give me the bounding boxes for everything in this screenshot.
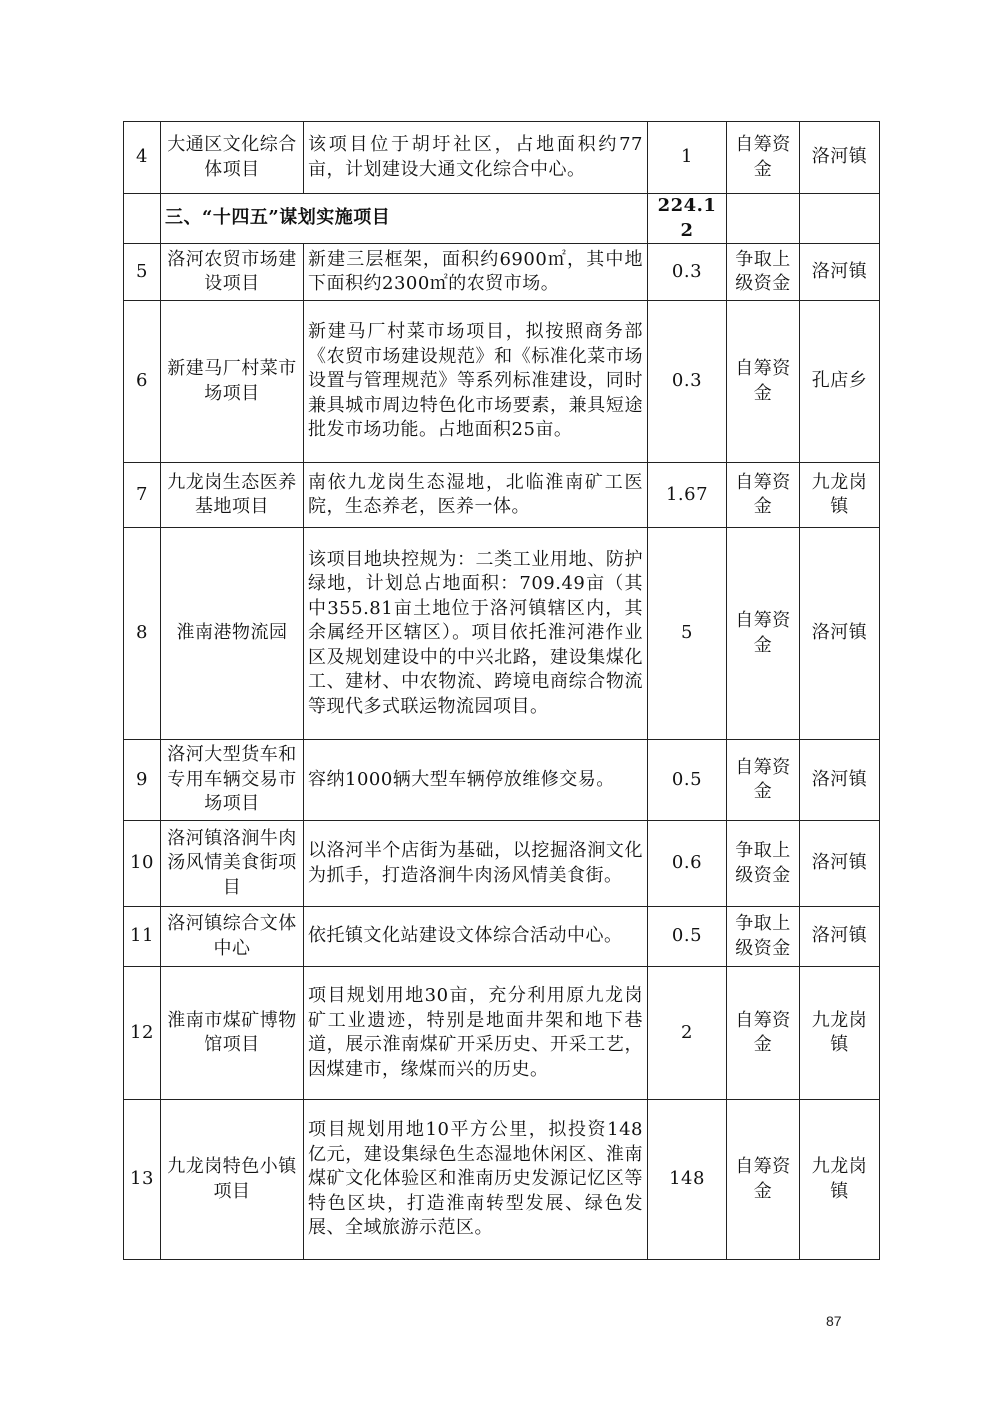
row-number: 8 (124, 528, 161, 740)
table-row (124, 528, 880, 740)
investment-amount: 1 (648, 122, 727, 194)
project-location: 洛河镇 (800, 740, 880, 821)
investment-amount: 5 (648, 528, 727, 740)
row-number: 10 (124, 821, 161, 907)
investment-amount: 0.3 (648, 301, 727, 463)
funding-source: 自筹资金 (727, 967, 800, 1100)
table-row (124, 907, 880, 967)
project-description: 新建三层框架，面积约6900㎡，其中地下面积约2300㎡的农贸市场。 (304, 244, 648, 301)
project-name: 九龙岗特色小镇项目 (161, 1100, 304, 1260)
project-description: 项目规划用地30亩，充分利用原九龙岗矿工业遗迹，特别是地面井架和地下巷道，展示淮南煤矿开采历史、开采工艺，因煤建市，缘煤而兴的历史。 (304, 967, 648, 1100)
row-number: 13 (124, 1100, 161, 1260)
project-table (123, 121, 880, 1260)
funding-source: 自筹资金 (727, 301, 800, 463)
section-row (124, 194, 880, 244)
project-location: 洛河镇 (800, 907, 880, 967)
funding-source: 自筹资金 (727, 740, 800, 821)
row-number: 7 (124, 463, 161, 528)
page-number: 87 (826, 1313, 842, 1329)
section-title: 三、“十四五”谋划实施项目 (161, 194, 648, 244)
project-location: 九龙岗镇 (800, 1100, 880, 1260)
row-number: 5 (124, 244, 161, 301)
project-location: 洛河镇 (800, 244, 880, 301)
project-location: 洛河镇 (800, 528, 880, 740)
funding-source: 自筹资金 (727, 463, 800, 528)
project-description: 南依九龙岗生态湿地，北临淮南矿工医院，生态养老，医养一体。 (304, 463, 648, 528)
funding-source: 自筹资金 (727, 528, 800, 740)
section-location-cell (800, 194, 880, 244)
row-number: 12 (124, 967, 161, 1100)
row-number: 6 (124, 301, 161, 463)
investment-amount: 0.6 (648, 821, 727, 907)
project-location: 九龙岗镇 (800, 463, 880, 528)
project-name: 洛河大型货车和专用车辆交易市场项目 (161, 740, 304, 821)
project-name: 淮南港物流园 (161, 528, 304, 740)
investment-amount: 2 (648, 967, 727, 1100)
investment-amount: 0.5 (648, 740, 727, 821)
project-name: 大通区文化综合体项目 (161, 122, 304, 194)
table-row (124, 244, 880, 301)
row-number: 4 (124, 122, 161, 194)
project-description: 容纳1000辆大型车辆停放维修交易。 (304, 740, 648, 821)
table-row (124, 821, 880, 907)
project-name: 新建马厂村菜市场项目 (161, 301, 304, 463)
funding-source: 争取上级资金 (727, 244, 800, 301)
project-name: 洛河镇洛涧牛肉汤风情美食街项目 (161, 821, 304, 907)
project-name: 淮南市煤矿博物馆项目 (161, 967, 304, 1100)
funding-source: 自筹资金 (727, 1100, 800, 1260)
section-total: 224.12 (648, 194, 727, 244)
funding-source: 争取上级资金 (727, 907, 800, 967)
table-row (124, 463, 880, 528)
funding-source: 自筹资金 (727, 122, 800, 194)
project-location: 洛河镇 (800, 821, 880, 907)
project-location: 九龙岗镇 (800, 967, 880, 1100)
table-row (124, 1100, 880, 1260)
project-description: 依托镇文化站建设文体综合活动中心。 (304, 907, 648, 967)
section-funding-cell (727, 194, 800, 244)
section-number-cell (124, 194, 161, 244)
investment-amount: 1.67 (648, 463, 727, 528)
funding-source: 争取上级资金 (727, 821, 800, 907)
project-location: 孔店乡 (800, 301, 880, 463)
project-name: 洛河农贸市场建设项目 (161, 244, 304, 301)
project-name: 九龙岗生态医养基地项目 (161, 463, 304, 528)
investment-amount: 0.3 (648, 244, 727, 301)
row-number: 11 (124, 907, 161, 967)
table-row (124, 740, 880, 821)
investment-amount: 148 (648, 1100, 727, 1260)
investment-amount: 0.5 (648, 907, 727, 967)
project-description: 以洛河半个店街为基础，以挖掘洛涧文化为抓手，打造洛涧牛肉汤风情美食街。 (304, 821, 648, 907)
project-location: 洛河镇 (800, 122, 880, 194)
project-description: 该项目地块控规为：二类工业用地、防护绿地，计划总占地面积：709.49亩（其中355.81亩土地位于洛河镇辖区内，其余属经开区辖区）。项目依托淮河港作业区及规划建设中的中兴北路，建设集煤化工、建材、中农物流、跨境电商综合物流等现代多式联运物流园项目。 (304, 528, 648, 740)
project-name: 洛河镇综合文体中心 (161, 907, 304, 967)
project-description: 该项目位于胡圩社区，占地面积约77亩，计划建设大通文化综合中心。 (304, 122, 648, 194)
row-number: 9 (124, 740, 161, 821)
project-description: 新建马厂村菜市场项目，拟按照商务部《农贸市场建设规范》和《标准化菜市场设置与管理规范》等系列标准建设，同时兼具城市周边特色化市场要素，兼具短途批发市场功能。占地面积25亩。 (304, 301, 648, 463)
table-row (124, 967, 880, 1100)
table-row (124, 301, 880, 463)
table-row (124, 122, 880, 194)
project-description: 项目规划用地10平方公里，拟投资148亿元，建设集绿色生态湿地休闲区、淮南煤矿文化体验区和淮南历史发源记忆区等特色区块，打造淮南转型发展、绿色发展、全域旅游示范区。 (304, 1100, 648, 1260)
